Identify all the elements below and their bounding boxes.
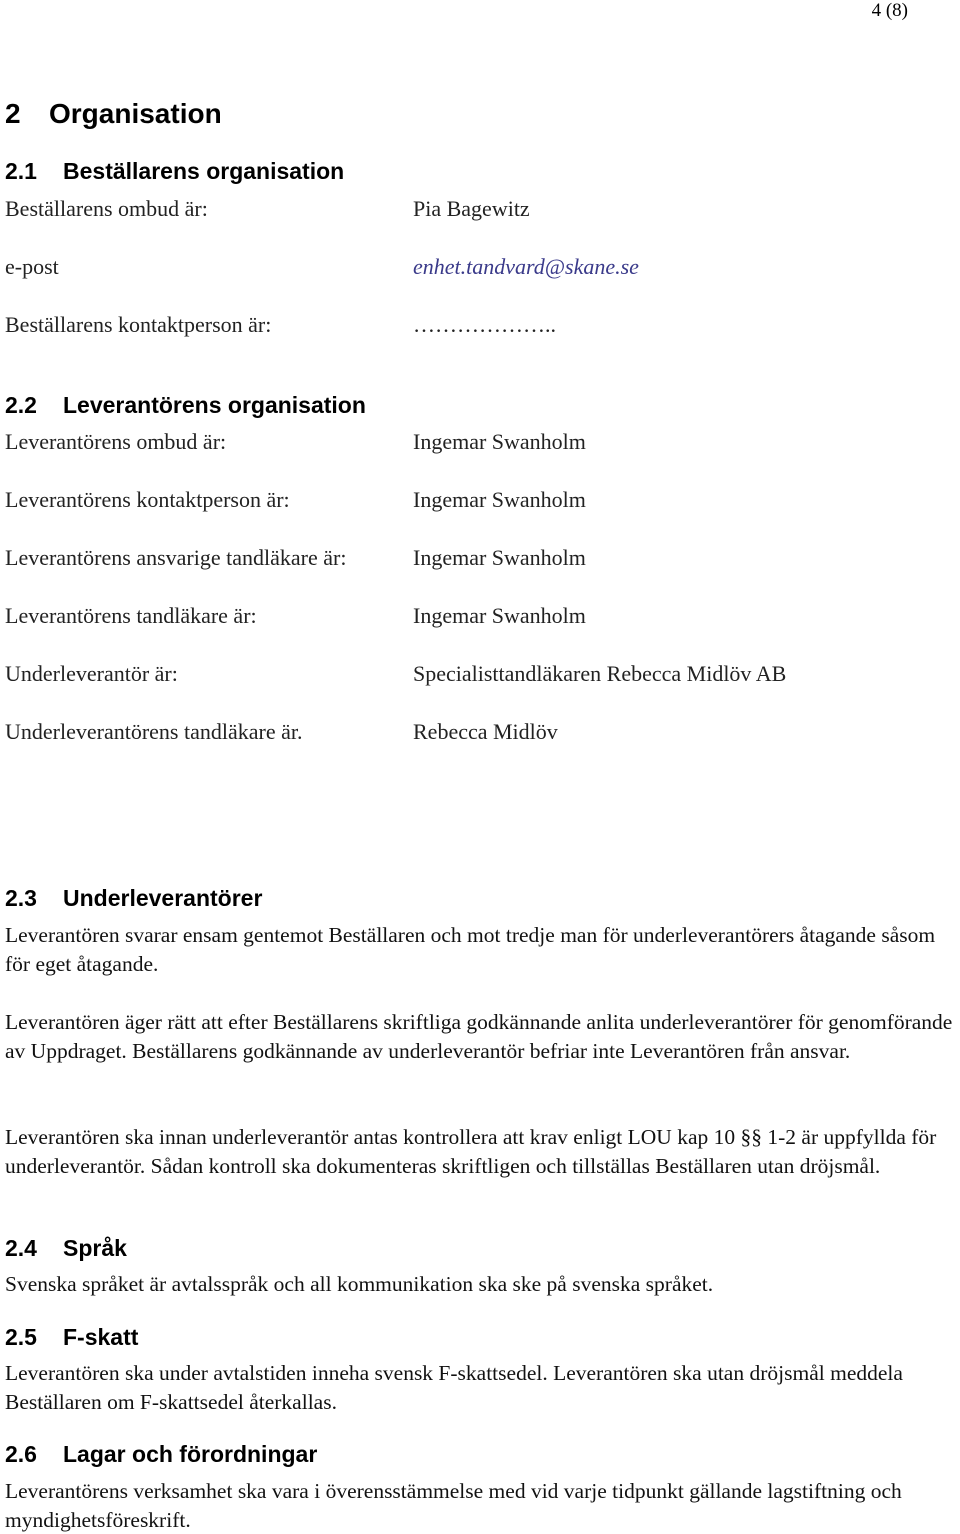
value-leverantorens-kontaktperson: Ingemar Swanholm [413, 487, 586, 512]
value-bestallarens-ombud: Pia Bagewitz [413, 196, 530, 221]
heading-sprak [5, 1235, 127, 1262]
paragraph-underleverantorer-kontroll: Leverantören ska innan underleverantör antas kontrollera att krav enligt LOU kap 10 §§ 1-2 är uppfyllda för underleverantör. Sådan kontroll ska dokumenteras skriftligen och tillställas Beställaren utan dröjsmål. [5, 1125, 937, 1178]
value-leverantorens-tandlakare: Ingemar Swanholm [413, 603, 586, 628]
heading-organisation [5, 98, 222, 130]
heading-title: Beställarens organisation [63, 158, 345, 184]
heading-bestallarens-organisation [5, 158, 344, 185]
heading-title: F-skatt [63, 1324, 139, 1350]
value-underleverantor: Specialisttandläkaren Rebecca Midlöv AB [413, 661, 787, 686]
heading-title: Organisation [49, 98, 222, 129]
heading-number: 2.2 [5, 392, 37, 418]
value-underleverantorens-tandlakare: Rebecca Midlöv [413, 719, 558, 744]
heading-leverantorens-organisation [5, 392, 366, 419]
paragraph-underleverantorer-godkannande: Leverantören äger rätt att efter Beställarens skriftliga godkännande anlita underleverantörer för genomförande av Uppdraget. Beställarens godkännande av underleverantör befriar inte Leverantören från ansvar. [5, 1010, 953, 1063]
page-number: 4 (8) [871, 0, 908, 21]
label-bestallarens-kontaktperson: Beställarens kontaktperson är: [5, 312, 272, 337]
label-epost: e-post [5, 254, 59, 279]
label-ansvarige-tandlakare: Leverantörens ansvarige tandläkare är: [5, 545, 347, 570]
label-leverantorens-tandlakare: Leverantörens tandläkare är: [5, 603, 257, 628]
heading-lagar-och-forordningar [5, 1441, 317, 1468]
heading-number: 2.5 [5, 1324, 37, 1350]
paragraph-lagar-och-forordningar: Leverantörens verksamhet ska vara i överensstämmelse med vid varje tidpunkt gällande lagstiftning och myndighetsföreskrift. [5, 1479, 902, 1532]
heading-number: 2 [5, 98, 21, 129]
value-leverantorens-ombud: Ingemar Swanholm [413, 429, 586, 454]
heading-f-skatt [5, 1324, 138, 1351]
heading-underleverantorer [5, 885, 262, 912]
heading-number: 2.1 [5, 158, 37, 184]
heading-title: Lagar och förordningar [63, 1441, 318, 1467]
label-underleverantorens-tandlakare: Underleverantörens tandläkare är. [5, 719, 303, 744]
value-epost-link[interactable]: enhet.tandvard@skane.se [413, 254, 639, 279]
paragraph-underleverantorer-ansvar: Leverantören svarar ensam gentemot Beställaren och mot tredje man för underleverantörers åtagande såsom för eget åtagande. [5, 923, 936, 976]
label-leverantorens-ombud: Leverantörens ombud är: [5, 429, 227, 454]
heading-title: Språk [63, 1235, 127, 1261]
label-bestallarens-ombud: Beställarens ombud är: [5, 196, 208, 221]
heading-title: Leverantörens organisation [63, 392, 366, 418]
heading-number: 2.4 [5, 1235, 37, 1261]
paragraph-f-skatt: Leverantören ska under avtalstiden inneha svensk F-skattsedel. Leverantören ska utan dröjsmål meddela Beställaren om F-skattsedel återkallas. [5, 1361, 903, 1414]
paragraph-sprak: Svenska språket är avtalsspråk och all kommunikation ska ske på svenska språket. [5, 1272, 714, 1296]
label-leverantorens-kontaktperson: Leverantörens kontaktperson är: [5, 487, 290, 512]
value-ansvarige-tandlakare: Ingemar Swanholm [413, 545, 586, 570]
heading-number: 2.6 [5, 1441, 37, 1467]
value-bestallarens-kontaktperson: ……………….. [413, 312, 556, 337]
heading-number: 2.3 [5, 885, 37, 911]
label-underleverantor: Underleverantör är: [5, 661, 178, 686]
heading-title: Underleverantörer [63, 885, 263, 911]
